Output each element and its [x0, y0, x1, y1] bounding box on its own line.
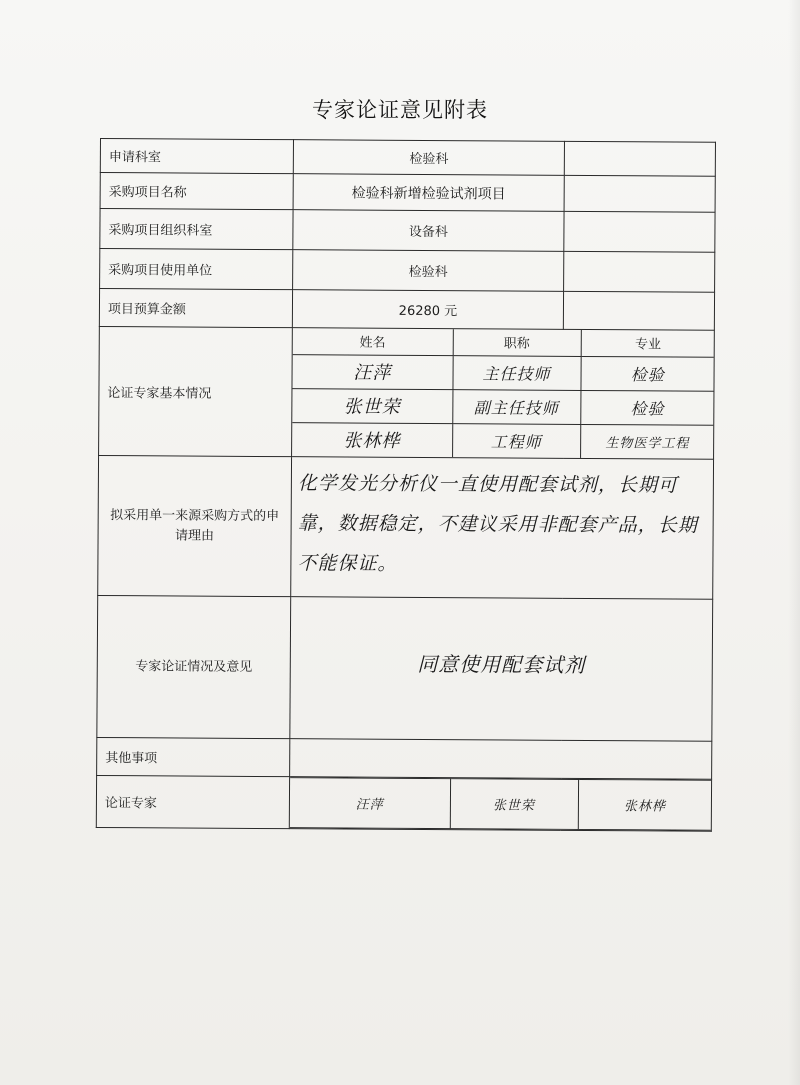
project-name-label: 采购项目名称: [100, 173, 293, 210]
experts-table: [292, 328, 714, 459]
signatures-table: [290, 777, 712, 831]
dept-value: 检验科: [293, 140, 564, 176]
signature: 张世荣: [450, 779, 578, 830]
row-dept: [100, 139, 715, 177]
expert-specialty: 检验: [580, 390, 714, 425]
expert-title: 主任技师: [452, 355, 580, 390]
other-value-cell: [290, 739, 712, 780]
expert-opinion-form: [96, 138, 716, 832]
expert-title: 副主任技师: [452, 389, 580, 424]
user-unit-value: 检验科: [293, 250, 564, 292]
row-org-dept: [100, 209, 715, 253]
dept-extra-cell: [564, 141, 715, 176]
experts-label: 论证专家基本情况: [99, 326, 293, 456]
org-dept-extra-cell: [564, 211, 715, 252]
budget-extra-cell: [563, 291, 714, 330]
row-experts: [99, 326, 715, 459]
expert-row: [292, 354, 714, 391]
opinion-handwriting: 同意使用配套试剂: [417, 651, 586, 677]
opinion-label: 专家论证情况及意见: [97, 595, 291, 738]
expert-name: 张世荣: [292, 388, 452, 423]
expert-specialty: 检验: [580, 356, 714, 391]
dept-label: 申请科室: [100, 139, 293, 174]
page-edge-shadow: [788, 0, 800, 1085]
page-title: 专家论证意见附表: [312, 98, 488, 122]
row-other: [97, 737, 712, 779]
signature: 张林桦: [578, 779, 712, 830]
row-signers: [96, 775, 711, 831]
org-dept-value: 设备科: [293, 210, 564, 252]
project-name-value: 检验科新增检验试剂项目: [293, 174, 564, 212]
expert-specialty: 生物医学工程: [580, 424, 714, 459]
expert-name: 张林桦: [292, 422, 452, 457]
experts-cell: [292, 328, 715, 460]
user-unit-label: 采购项目使用单位: [100, 249, 293, 290]
opinion-cell: [290, 597, 713, 742]
user-unit-extra-cell: [564, 251, 715, 292]
org-dept-label: 采购项目组织科室: [100, 209, 293, 250]
row-opinion: [97, 595, 713, 741]
row-reason: [98, 455, 714, 599]
signature: 汪萍: [290, 778, 450, 829]
reason-cell: [291, 457, 714, 600]
experts-header-row: [293, 328, 715, 357]
reason-handwriting: 化学发光分析仪一直使用配套试剂，长期可靠，数据稳定，不建议采用非配套产品，长期不能保证。: [297, 472, 698, 575]
other-label: 其他事项: [97, 737, 290, 776]
project-name-extra-cell: [564, 175, 715, 212]
row-project-name: [100, 173, 715, 213]
budget-value: 26280 元: [292, 290, 563, 330]
reason-label: 拟采用单一来源采购方式的申请理由: [98, 455, 292, 596]
signers-label: 论证专家: [96, 775, 289, 828]
expert-row: [292, 422, 714, 459]
header-title: 职称: [453, 329, 581, 356]
expert-name: 汪萍: [292, 354, 452, 389]
header-specialty: 专业: [581, 330, 715, 357]
signers-cell: [289, 777, 711, 832]
header-name: 姓名: [293, 328, 453, 355]
expert-row: [292, 388, 714, 425]
row-budget: [99, 289, 714, 331]
row-user-unit: [100, 249, 715, 293]
budget-label: 项目预算金额: [99, 289, 292, 328]
expert-title: 工程师: [452, 423, 580, 458]
